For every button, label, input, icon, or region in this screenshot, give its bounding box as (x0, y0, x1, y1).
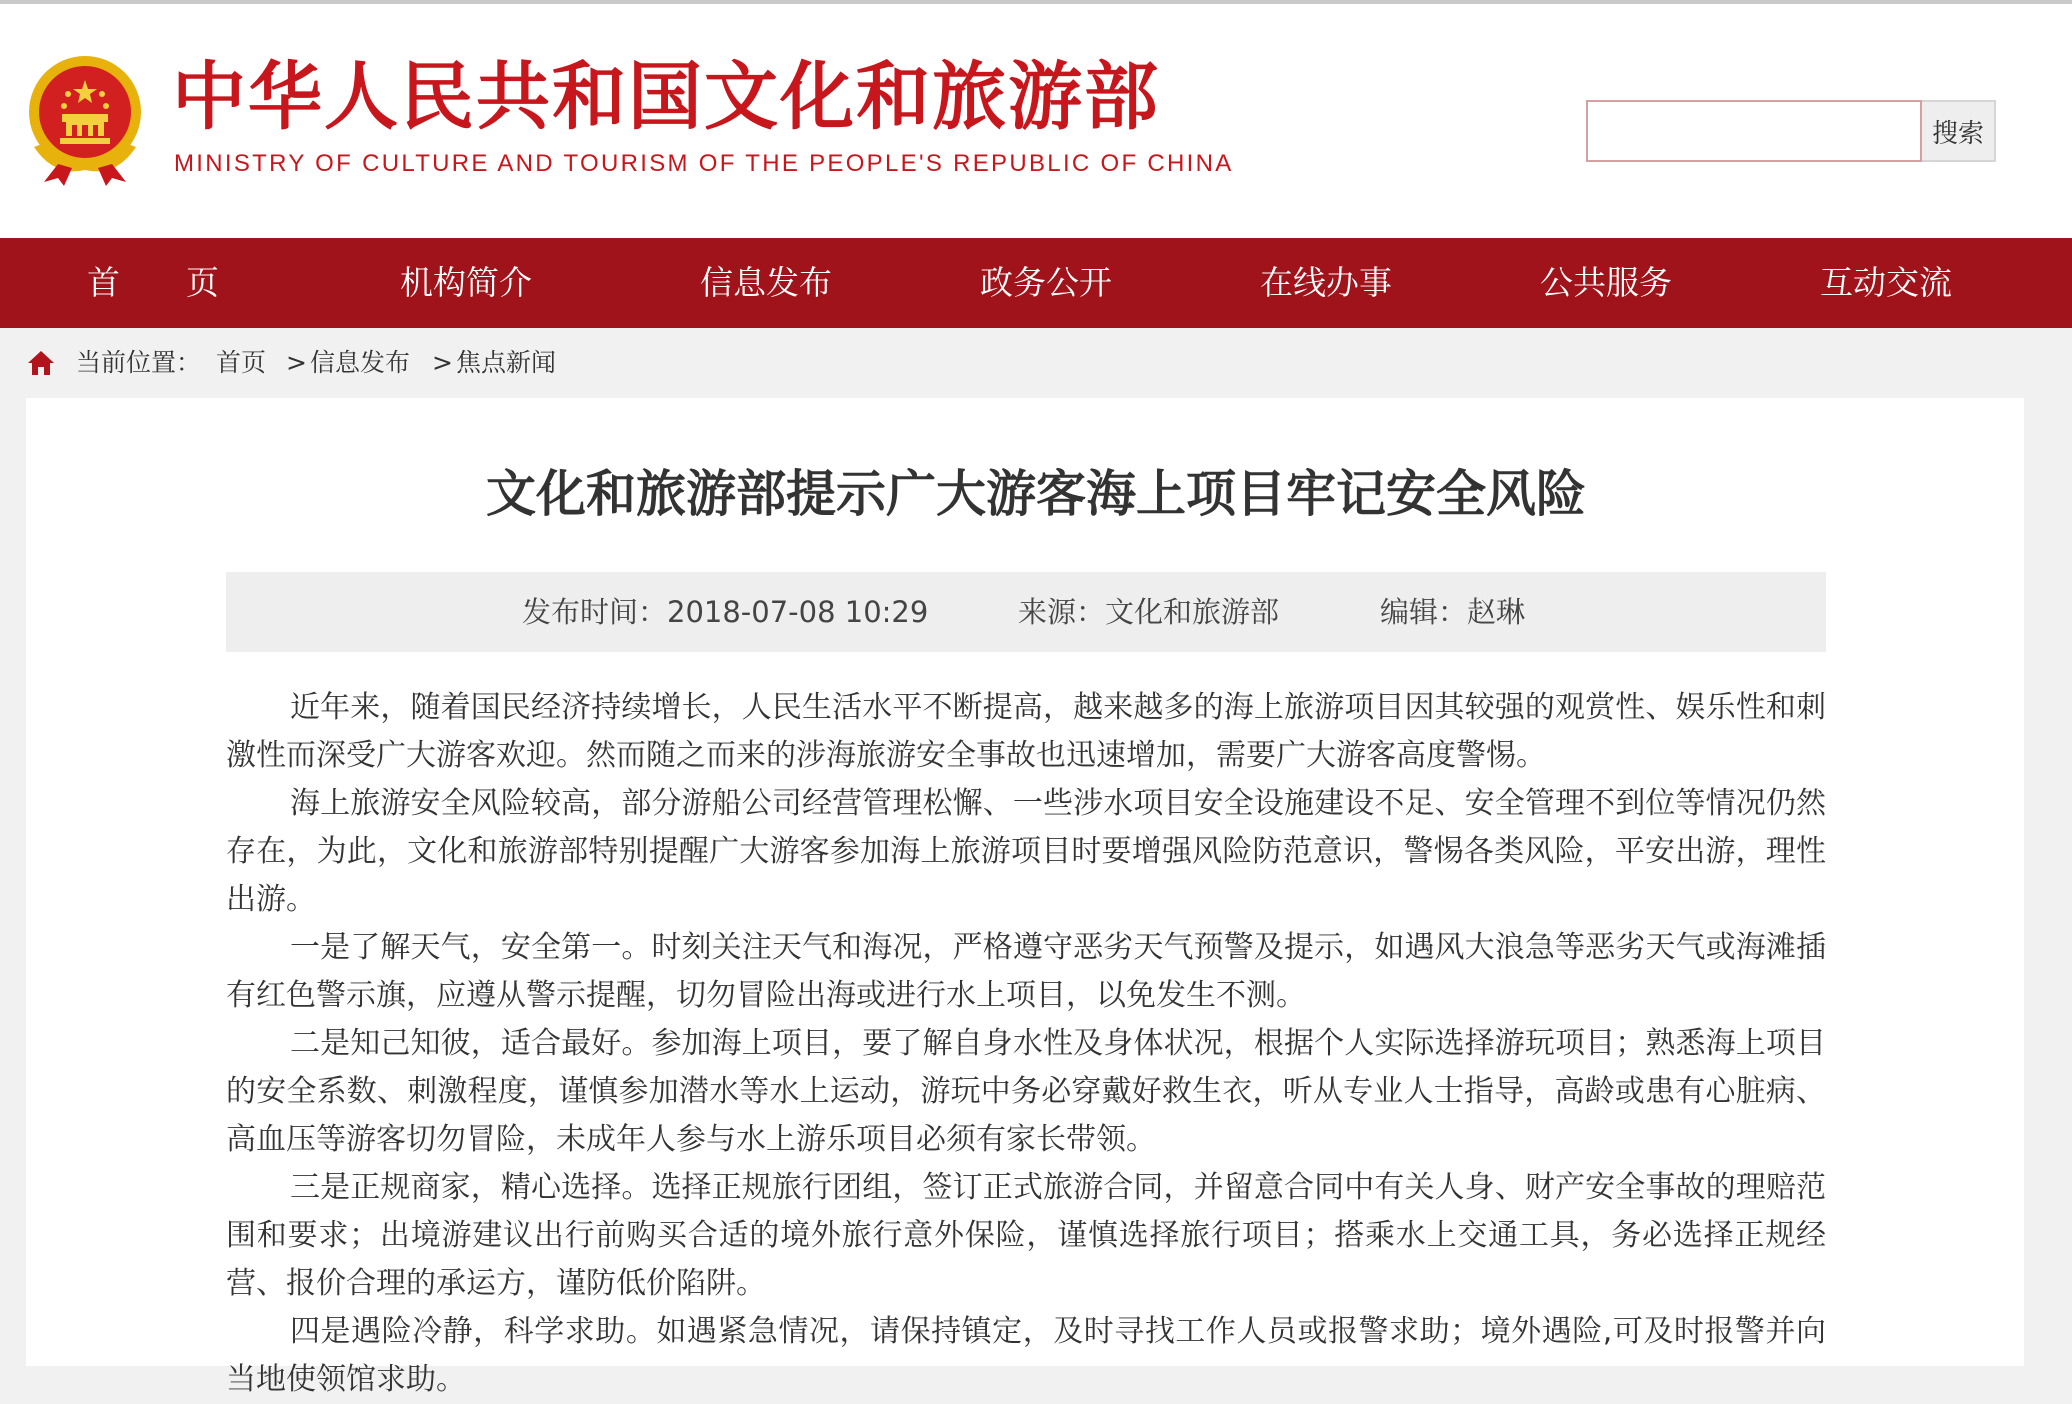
publish-time: 发布时间：2018-07-08 10:29 (522, 595, 929, 629)
article-paragraph: 三是正规商家，精心选择。选择正规旅行团组，签订正式旅游合同，并留意合同中有关人身、财产安全事故的理赔范围和要求；出境游建议出行前购买合适的境外旅行意外保险，谨慎选择旅行项目；搭乘水上交通工具，务必选择正规经营、报价合理的承运方，谨防低价陷阱。 (226, 1170, 1826, 1301)
article-title: 文化和旅游部提示广大游客海上项目牢记安全风险 (486, 465, 1586, 523)
nav-item-home[interactable]: 首页 (87, 263, 285, 302)
nav-item-public-services[interactable]: 公共服务 (1540, 263, 1672, 302)
search-input[interactable] (1586, 100, 1922, 162)
site-title-en: MINISTRY OF CULTURE AND TOURISM OF THE PEOPLE'S REPUBLIC OF CHINA (174, 150, 1234, 177)
breadcrumb-item-news[interactable]: 信息发布 (310, 348, 411, 377)
breadcrumb-prefix: 当前位置： (76, 348, 202, 377)
search-button[interactable]: 搜索 (1922, 100, 1996, 162)
article-editor: 编辑：赵琳 (1380, 595, 1526, 629)
article-paragraph: 一是了解天气，安全第一。时刻关注天气和海况，严格遵守恶劣天气预警及提示，如遇风大浪急等恶劣天气或海滩插有红色警示旗，应遵从警示提醒，切勿冒险出海或进行水上项目，以免发生不测。 (226, 930, 1826, 1013)
breadcrumb-separator: > (432, 348, 453, 377)
breadcrumb-item-home[interactable]: 首页 (216, 348, 267, 377)
nav-item-about[interactable]: 机构简介 (400, 263, 532, 302)
nav-item-interaction[interactable]: 互动交流 (1820, 263, 1952, 302)
nav-item-online-services[interactable]: 在线办事 (1260, 263, 1392, 302)
main-nav (0, 238, 2072, 328)
breadcrumb-item-focus-news[interactable]: 焦点新闻 (456, 348, 557, 377)
article-source: 来源：文化和旅游部 (1018, 595, 1280, 629)
breadcrumb-separator: > (286, 348, 307, 377)
article-paragraph: 海上旅游安全风险较高，部分游船公司经营管理松懈、一些涉水项目安全设施建设不足、安全管理不到位等情况仍然存在，为此，文化和旅游部特别提醒广大游客参加海上旅游项目时要增强风险防范意识，警惕各类风险，平安出游，理性出游。 (226, 786, 1826, 917)
nav-item-gov-affairs[interactable]: 政务公开 (980, 263, 1112, 302)
home-icon (26, 348, 56, 378)
article-paragraph: 近年来，随着国民经济持续增长，人民生活水平不断提高，越来越多的海上旅游项目因其较强的观赏性、娱乐性和刺激性而深受广大游客欢迎。然而随之而来的涉海旅游安全事故也迅速增加，需要广大游客高度警惕。 (226, 690, 1826, 773)
article-paragraph: 四是遇险冷静，科学求助。如遇紧急情况，请保持镇定，及时寻找工作人员或报警求助；境外遇险,可及时报警并向当地使领馆求助。 (226, 1314, 1826, 1397)
article-paragraph: 二是知己知彼，适合最好。参加海上项目，要了解自身水性及身体状况，根据个人实际选择游玩项目；熟悉海上项目的安全系数、刺激程度，谨慎参加潜水等水上运动，游玩中务必穿戴好救生衣，听从专业人士指导，高龄或患有心脏病、高血压等游客切勿冒险，未成年人参与水上游乐项目必须有家长带领。 (226, 1026, 1826, 1157)
article-meta (226, 572, 1826, 652)
site-title-cn: 中华人民共和国文化和旅游部 (172, 54, 1160, 140)
national-emblem-icon (24, 52, 146, 186)
nav-item-news[interactable]: 信息发布 (700, 263, 832, 302)
article-body (226, 684, 1826, 1404)
